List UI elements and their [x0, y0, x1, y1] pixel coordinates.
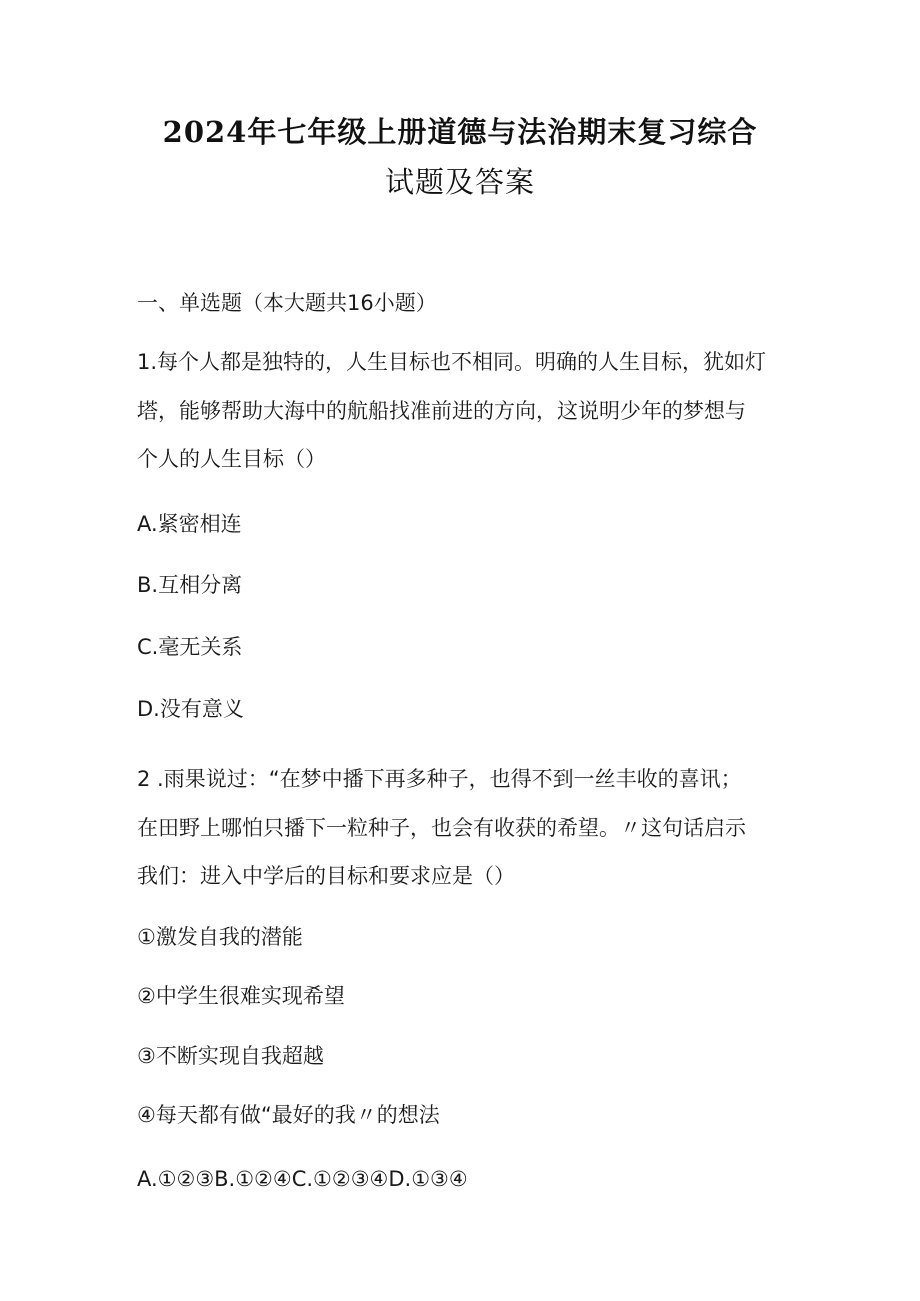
question-2-statement-2: ②中学生很难实现希望 — [137, 984, 345, 1008]
document-title-line-1: 2024年七年级上册道德与法治期末复习综合 — [162, 115, 758, 149]
question-1-stem-line-3: 个人的人生目标（） — [137, 447, 326, 471]
question-2-stem-line-3: 我们：进入中学后的目标和要求应是（） — [137, 864, 515, 888]
question-1-option-c: C.毫无关系 — [137, 635, 243, 659]
question-2-stem-line-1: 2 .雨果说过：“在梦中播下再多种子，也得不到一丝丰收的喜讯； — [137, 767, 742, 791]
question-1-option-b: B.互相分离 — [137, 573, 243, 597]
section-heading: 一、单选题（本大题共16小题） — [137, 291, 437, 315]
document-title-line-2: 试题及答案 — [384, 165, 535, 199]
question-2-statement-1: ①激发自我的潜能 — [137, 925, 303, 949]
question-2-statement-4: ④每天都有做“最好的我〃的想法 — [137, 1103, 440, 1127]
question-2-stem-line-2: 在田野上哪怕只播下一粒种子，也会有收获的希望。〃这句话启示 — [137, 816, 746, 840]
question-1-option-d: D.没有意义 — [137, 697, 244, 721]
question-1-option-a: A.紧密相连 — [137, 512, 242, 536]
question-1-stem-line-1: 1.每个人都是独特的，人生目标也不相同。明确的人生目标，犹如灯 — [137, 350, 767, 374]
question-2-options: A.①②③B.①②④C.①②③④D.①③④ — [137, 1167, 468, 1191]
question-1-stem-line-2: 塔，能够帮助大海中的航船找准前进的方向，这说明少年的梦想与 — [137, 399, 746, 423]
question-2-statement-3: ③不断实现自我超越 — [137, 1044, 324, 1068]
